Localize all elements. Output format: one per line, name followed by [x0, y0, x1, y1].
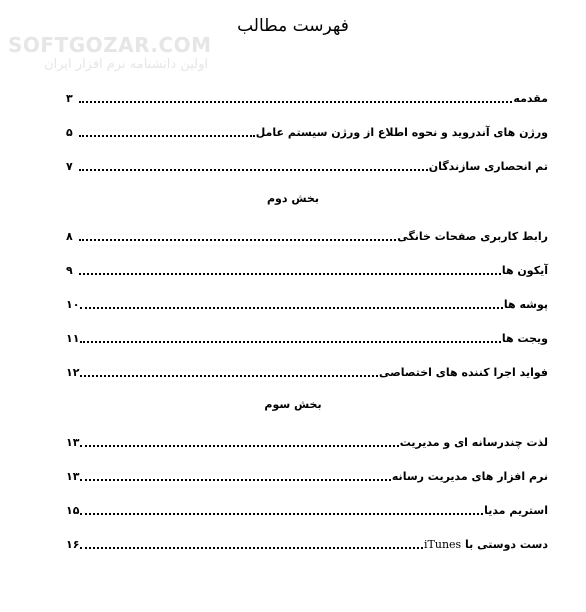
toc-entry-label-latin: iTunes: [424, 538, 462, 551]
toc-entry-page: ۸: [66, 230, 73, 243]
toc-entry-label: رابط کاربری صفحات خانگی: [397, 230, 548, 243]
toc-entry-label: ورژن های آندروید و نحوه اطلاع از ورژن سیستم عامل: [255, 126, 548, 139]
toc-entry[interactable]: [66, 327, 548, 347]
toc-entry-page: ۳: [66, 92, 73, 105]
toc-dot-leader: [79, 238, 396, 241]
toc-dot-leader: [80, 512, 483, 515]
toc-dot-leader: [79, 168, 428, 171]
toc-entry-page: ۹: [66, 264, 73, 277]
section-heading: بخش سوم: [264, 398, 322, 411]
toc-entry-page: ۱۱: [66, 332, 80, 345]
watermark: [8, 34, 218, 74]
toc-entry[interactable]: [66, 533, 548, 553]
toc-dot-leader: [80, 340, 500, 343]
page-title: فهرست مطالب: [237, 16, 349, 36]
toc-entry-page: ۱۵: [66, 504, 80, 517]
toc-dot-leader: [80, 306, 502, 309]
toc-entry[interactable]: [66, 87, 548, 107]
toc-entry-page: ۱۰: [66, 298, 80, 311]
toc-entry-label: ویجت ها: [501, 332, 548, 345]
toc-entry[interactable]: [66, 465, 548, 485]
toc-entry-label: استریم مدیا: [484, 504, 548, 517]
toc-entry-label: [424, 537, 548, 553]
toc-entry[interactable]: [66, 155, 548, 175]
toc-entry-page: ۱۲: [66, 366, 80, 379]
toc-entry-label: پوشه ها: [503, 298, 548, 311]
watermark-logo-text: SOFTGOZAR.COM: [8, 33, 212, 57]
toc-entry[interactable]: [66, 259, 548, 279]
toc-entry-label: تم انحصاری سازندگان: [428, 160, 548, 173]
toc-entry-label: لذت چندرسانه ای و مدیریت: [399, 436, 548, 449]
toc-dot-leader: [79, 134, 255, 137]
toc-entry-page: ۵: [66, 126, 73, 139]
toc-entry[interactable]: [66, 121, 548, 141]
toc-entry-label: آیکون ها: [501, 264, 548, 277]
toc-entry-page: ۷: [66, 160, 73, 173]
toc-dot-leader: [80, 546, 423, 549]
toc-dot-leader: [80, 478, 390, 481]
toc-dot-leader: [79, 272, 501, 275]
toc-entry[interactable]: [66, 431, 548, 451]
toc-entry-label: نرم افزار های مدیریت رسانه: [391, 470, 548, 483]
watermark-tagline: اولین دانشنامه نرم افزار ایران: [44, 57, 208, 72]
toc-entry-label: فواید اجرا کننده های اختصاصی: [379, 366, 548, 379]
toc-dot-leader: [80, 444, 398, 447]
toc-entry-page: ۱۳: [66, 470, 80, 483]
toc-entry[interactable]: [66, 499, 548, 519]
toc-entry-page: ۱۳: [66, 436, 80, 449]
toc-entry[interactable]: [66, 225, 548, 245]
toc-entry[interactable]: [66, 293, 548, 313]
toc-entry-label: مقدمه: [513, 92, 548, 105]
section-heading: بخش دوم: [267, 192, 319, 205]
toc-dot-leader: [80, 374, 378, 377]
toc-dot-leader: [79, 100, 512, 103]
toc-entry-label-text: دست دوستی با: [465, 538, 548, 551]
toc-entry[interactable]: [66, 361, 548, 381]
toc-entry-page: ۱۶: [66, 538, 80, 551]
